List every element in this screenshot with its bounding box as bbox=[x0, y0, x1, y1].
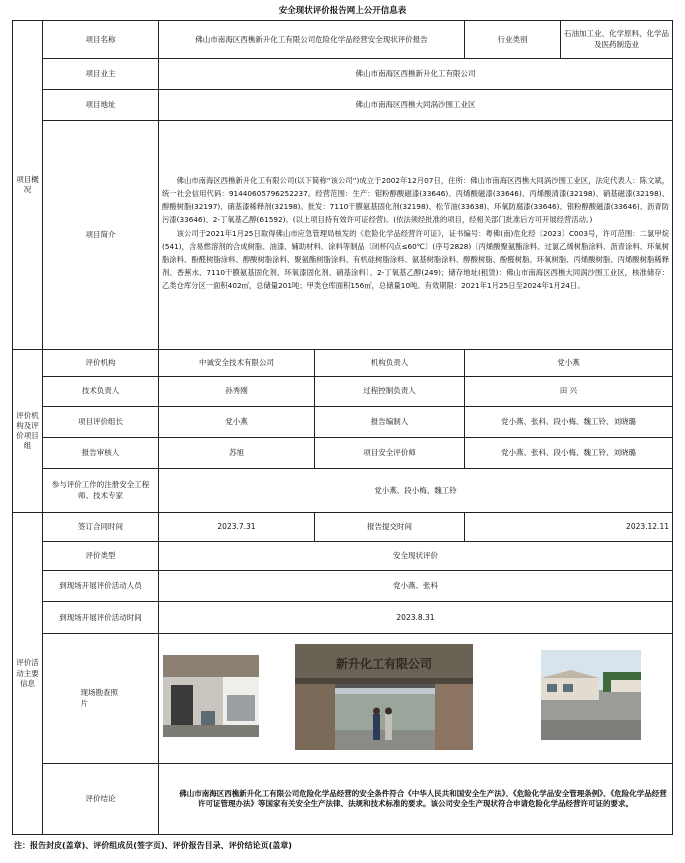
agency: 中诚安全技术有限公司 bbox=[159, 349, 315, 376]
type: 安全现状评价 bbox=[159, 542, 673, 571]
industry-label: 行业类别 bbox=[465, 21, 561, 59]
project-name: 佛山市南海区西樵新升化工有限公司危险化学品经营安全现状评价报告 bbox=[159, 21, 465, 59]
qc-head: 田 兴 bbox=[465, 376, 673, 407]
site-time-label: 到现场开展评价活动时间 bbox=[43, 602, 159, 634]
leader: 党小燕 bbox=[159, 407, 315, 438]
section-org: 评价机构及评价项目组 bbox=[13, 349, 43, 512]
address-label: 项目地址 bbox=[43, 89, 159, 120]
experts: 党小燕、段小梅、魏工铃 bbox=[159, 468, 673, 513]
writer-label: 报告编制人 bbox=[315, 407, 465, 438]
site-photo-warehouse bbox=[163, 655, 259, 737]
assessors: 党小燕、张科、段小梅、魏工铃、刘晓璐 bbox=[465, 438, 673, 469]
contract-date-label: 签订合同时间 bbox=[43, 513, 159, 542]
owner-label: 项目业主 bbox=[43, 59, 159, 90]
page-title: 安全现状评价报告网上公开信息表 bbox=[278, 6, 407, 16]
section-activity: 评价活动主要信息 bbox=[13, 513, 43, 835]
section-overview: 项目概况 bbox=[13, 21, 43, 350]
intro-paragraph-1: 佛山市南海区西樵新升化工有限公司(以下简称“该公司”)成立于2002年12月07日，住所：佛山市南海区西樵大同涡沙围工业区，法定代表人：陈文斌，统一社会信用代码：91440605796252237。经营范围：生产：钼粉醇酸磁漆(33646)、丙烯酸磁漆(33646)、丙烯酸清漆(32198)、硝基磁漆(32198)、醇酸树脂(32197)、硝基漆稀释剂(32198)。批发：7110干膜氨基固化剂(32198)、松节油(33638)、环氧防腐漆(33646)、银粉醇酸磁漆(33646)、沥青防污漆(33646)、2-丁氧基乙醇(61592)。(以上项目持有效许可证经营)。(依法须经批准的项目，经相关部门批准后方可开展经营活动。) bbox=[162, 176, 669, 224]
industry: 石油加工业、化学原料、化学品及医药制造业 bbox=[561, 21, 673, 59]
contract-date: 2023.7.31 bbox=[159, 513, 315, 542]
footnote: 注：报告封皮(盖章)、评价组成员(签字页)、评价报告目录、评价结论页(盖章) bbox=[14, 841, 292, 850]
agency-head: 党小燕 bbox=[465, 349, 673, 376]
conclusion: 佛山市南海区西樵新升化工有限公司危险化学品经营的安全条件符合《中华人民共和国安全生产法》、《危险化学品安全管理条例》、《危险化学品经营许可证管理办法》等国家有关安全生产法律、法规和技术标准的要求。该公司安全生产现状符合申请危险化学品经营许可证的要求。 bbox=[159, 763, 673, 834]
submit-date: 2023.12.11 bbox=[465, 513, 673, 542]
owner: 佛山市南海区西樵新升化工有限公司 bbox=[159, 59, 673, 90]
qc-head-label: 过程控制负责人 bbox=[315, 376, 465, 407]
site-photo-gate bbox=[295, 644, 473, 750]
site-time: 2023.8.31 bbox=[159, 602, 673, 634]
photos-label bbox=[43, 634, 159, 763]
site-staff-label: 到现场开展评价活动人员 bbox=[43, 570, 159, 602]
intro-paragraph-2: 该公司于2021年1月25日取得佛山市应急管理局核发的《危险化学品经营许可证》，证书编号：粤佛(南)危化经〔2023〕C003号，许可范围：二氯甲烷(541)，含易燃溶剂的合成树脂、油漆、辅助材料、涂料等制品〔闭杯闪点≤60℃〕(序号2828)〔丙烯酸聚氨酯涂料、过氯乙烯树脂涂料、沥青涂料、环氧树脂涂料、酚醛树脂涂料、醇酸树脂涂料、聚氨酯树脂涂料、有机硅树脂涂料、氨基树脂涂料、醇酸树脂、酚醛树脂、环氧树脂、丙烯酸树脂、丙烯酸树脂稀释剂、香蕉水、7110干膜氨基固化剂、环氧漆固化剂、硝基涂料〕、2-丁氧基乙醇(249)；储存地址(租赁)：佛山市南海区西樵大同涡沙围工业区，核准储存：乙类仓库分区一面积402㎡，总储量201吨；甲类仓库面积156㎡，总储量10吨。有效期限：2021年1月25日至2024年1月24日。 bbox=[162, 229, 669, 290]
photos-label-text: 现场勘查照片 bbox=[80, 688, 118, 708]
address: 佛山市南海区西樵大同涡沙围工业区 bbox=[159, 89, 673, 120]
agency-head-label: 机构负责人 bbox=[315, 349, 465, 376]
tech-head-label: 技术负责人 bbox=[43, 376, 159, 407]
type-label: 评价类型 bbox=[43, 542, 159, 571]
site-photo-yard bbox=[541, 650, 641, 740]
conclusion-label: 评价结论 bbox=[43, 763, 159, 834]
gate-sign-text: 新升化工有限公司 bbox=[335, 656, 433, 671]
site-staff: 党小燕、张科 bbox=[159, 570, 673, 602]
reviewer-label: 报告审核人 bbox=[43, 438, 159, 469]
writers: 党小燕、张科、段小梅、魏工铃、刘晓璐 bbox=[465, 407, 673, 438]
assessors-label: 项目安全评价师 bbox=[315, 438, 465, 469]
project-name-label: 项目名称 bbox=[43, 21, 159, 59]
agency-label: 评价机构 bbox=[43, 349, 159, 376]
project-intro bbox=[159, 120, 673, 349]
experts-label: 参与评价工作的注册安全工程师、技术专家 bbox=[43, 468, 159, 513]
reviewer: 苏旭 bbox=[159, 438, 315, 469]
info-table bbox=[12, 20, 673, 835]
intro-label: 项目简介 bbox=[43, 120, 159, 349]
photos-cell bbox=[159, 634, 673, 763]
tech-head: 孙秀刚 bbox=[159, 376, 315, 407]
leader-label: 项目评价组长 bbox=[43, 407, 159, 438]
submit-date-label: 报告提交时间 bbox=[315, 513, 465, 542]
